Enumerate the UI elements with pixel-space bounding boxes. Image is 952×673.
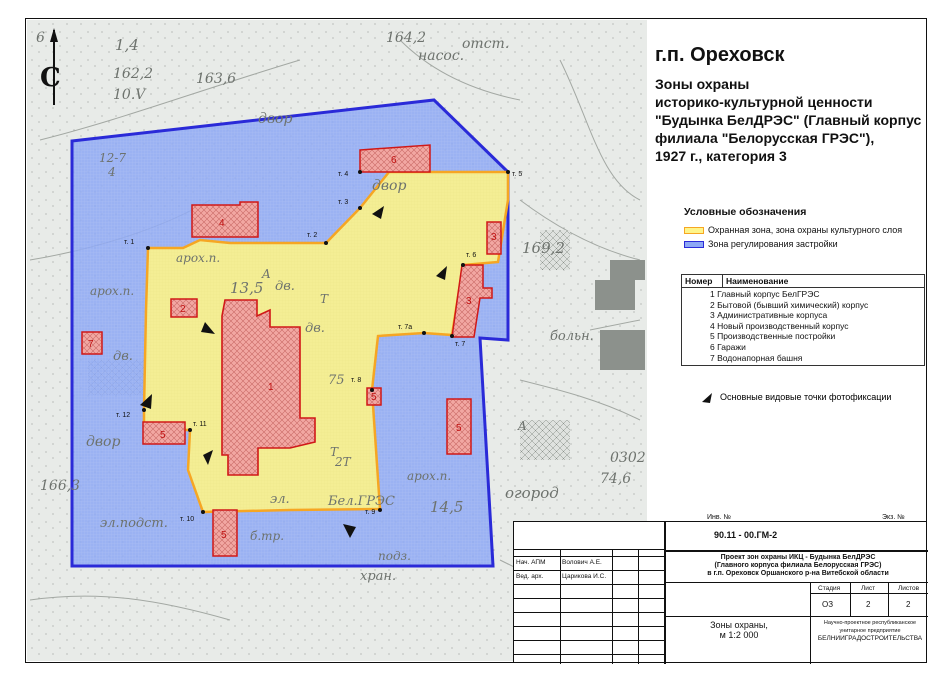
svg-text:арох.п.: арох.п. xyxy=(176,251,221,265)
legend-item-regulation: Зона регулирования застройки xyxy=(684,239,902,249)
svg-text:13,5: 13,5 xyxy=(230,279,264,297)
point-label: т. 12 xyxy=(116,412,131,419)
svg-text:T: T xyxy=(320,292,329,306)
svg-text:74,6: 74,6 xyxy=(600,471,632,487)
table-row: 6 Гаражи xyxy=(710,341,746,352)
svg-text:5: 5 xyxy=(221,530,227,541)
project-title: Проект зон охраны ИКЦ - Будынка БелДРЭС (Главного корпуса филиала Белорусская ГРЭС) в г.п. Ореховск Оршанского р-на Витебской области xyxy=(707,554,889,577)
drawing-code: 90.11 - 00.ГМ-2 xyxy=(714,530,778,540)
legend-swatch xyxy=(684,227,704,234)
table-row: 1 Главный корпус БелГРЭС xyxy=(710,289,820,299)
legend-item-protection: Охранная зона, зона охраны культурного слоя xyxy=(684,225,902,235)
table-row: 2 Бытовой (бывший химический) корпус xyxy=(710,299,869,310)
north-label: С xyxy=(40,63,61,93)
svg-text:2Т: 2Т xyxy=(335,455,351,469)
svg-text:5: 5 xyxy=(371,392,377,403)
svg-text:164,2: 164,2 xyxy=(386,30,427,46)
svg-text:больн.: больн. xyxy=(550,329,594,344)
point-label: т. 7 xyxy=(455,341,466,348)
point-label: т. 11 xyxy=(193,421,207,428)
svg-text:T: T xyxy=(330,445,339,459)
svg-text:0302: 0302 xyxy=(610,450,646,466)
svg-text:5: 5 xyxy=(160,430,166,441)
svg-text:двор: двор xyxy=(86,434,121,450)
svg-text:двор: двор xyxy=(258,111,293,127)
svg-text:3: 3 xyxy=(466,296,472,307)
point-label: т. 10 xyxy=(180,516,195,523)
svg-text:6: 6 xyxy=(391,155,397,166)
legend xyxy=(684,206,902,253)
inv-label: Инв. № xyxy=(707,514,732,521)
svg-text:дв.: дв. xyxy=(305,321,325,336)
point-label: т. 5 xyxy=(512,171,523,178)
table-row: 3 Административные корпуса xyxy=(710,310,828,321)
title-stamp: 90.11 - 00.ГМ-2 Нач. АПМ Волович А.Е. Вед. арх. Царикова И.С. Проект зон охраны ИКЦ - Будынка БелДРЭС (Главного корпуса филиала Белорусская ГРЭС) в г.п. Ореховск Оршанского р-на Витебской области Стадия Лист Листов ОЗ 2 2 Зоны охраны, м 1:2 000 Научно-проектное республиканское унитарное предприятие БЕЛНИИГРАДОСТРОИТЕЛЬСТВА xyxy=(513,521,927,663)
point-label: т. 9 xyxy=(365,509,376,516)
legend-swatch xyxy=(684,241,704,248)
svg-text:4: 4 xyxy=(219,218,225,229)
svg-text:3: 3 xyxy=(491,232,497,243)
table-row: 5 Производственные постройки xyxy=(710,331,836,342)
table-row: 4 Новый производственный корпус xyxy=(710,320,849,331)
table-row: 7 Водонапорная башня xyxy=(710,352,803,363)
svg-text:арох.п.: арох.п. xyxy=(90,284,135,298)
svg-text:Бел.ГРЭС: Бел.ГРЭС xyxy=(328,494,395,509)
point-label: т. 4 xyxy=(338,171,349,178)
svg-text:12-7: 12-7 xyxy=(99,151,126,165)
viewpoint-icon xyxy=(700,390,714,404)
point-label: т. 7а xyxy=(398,324,413,331)
svg-text:насос.: насос. xyxy=(418,48,465,64)
organization: Научно-проектное республиканское унитарное предприятие БЕЛНИИГРАДОСТРОИТЕЛЬСТВА xyxy=(817,620,923,642)
objects-table-header: Номер Наименование xyxy=(682,275,924,288)
svg-text:дв.: дв. xyxy=(275,279,295,294)
page-title: г.п. Ореховск xyxy=(655,44,785,66)
svg-text:6: 6 xyxy=(36,30,45,46)
building-label: 1 xyxy=(268,382,274,393)
svg-text:б.тр.: б.тр. xyxy=(250,529,285,543)
svg-text:двор: двор xyxy=(372,178,407,194)
point-label: т. 3 xyxy=(338,199,349,206)
svg-text:75: 75 xyxy=(328,373,345,388)
legend-item-viewpoints: Основные видовые точки фотофиксации xyxy=(700,390,891,404)
svg-text:5: 5 xyxy=(456,423,462,434)
drawing-title: Зоны охраны, м 1:2 000 xyxy=(710,620,768,640)
svg-text:162,2: 162,2 xyxy=(113,66,154,82)
objects-table-rows xyxy=(682,288,924,365)
svg-text:7: 7 xyxy=(88,339,94,350)
svg-text:166,3: 166,3 xyxy=(40,478,81,494)
svg-text:хран.: хран. xyxy=(360,569,397,584)
svg-text:2: 2 xyxy=(180,304,186,315)
svg-text:14,5: 14,5 xyxy=(430,498,464,516)
svg-text:169,2: 169,2 xyxy=(522,239,565,257)
svg-text:отст.: отст. xyxy=(462,36,510,52)
svg-text:A: A xyxy=(262,267,271,281)
objects-table xyxy=(681,274,925,366)
svg-text:4: 4 xyxy=(108,165,116,179)
svg-text:1,4: 1,4 xyxy=(115,36,139,54)
svg-text:10.V: 10.V xyxy=(113,87,146,103)
svg-text:эл.: эл. xyxy=(270,492,290,507)
ekz-label: Экз. № xyxy=(882,514,905,521)
svg-text:163,6: 163,6 xyxy=(196,71,237,87)
svg-text:огород: огород xyxy=(505,484,559,502)
svg-text:подз.: подз. xyxy=(378,549,411,563)
svg-text:арох.п.: арох.п. xyxy=(407,469,452,483)
point-label: т. 1 xyxy=(124,239,135,246)
point-label: т. 8 xyxy=(351,377,362,384)
svg-text:дв.: дв. xyxy=(113,349,133,364)
svg-text:эл.подст.: эл.подст. xyxy=(100,516,168,531)
svg-text:A: A xyxy=(518,419,527,433)
legend-title: Условные обозначения xyxy=(684,206,807,218)
point-label: т. 6 xyxy=(466,252,477,259)
point-label: т. 2 xyxy=(307,232,318,239)
page-subtitle: Зоны охраны историко-культурной ценности "Будынка БелДРЭС" (Главный корпус филиала "Белорусская ГРЭС"), 1927 г., категория 3 xyxy=(655,76,922,164)
